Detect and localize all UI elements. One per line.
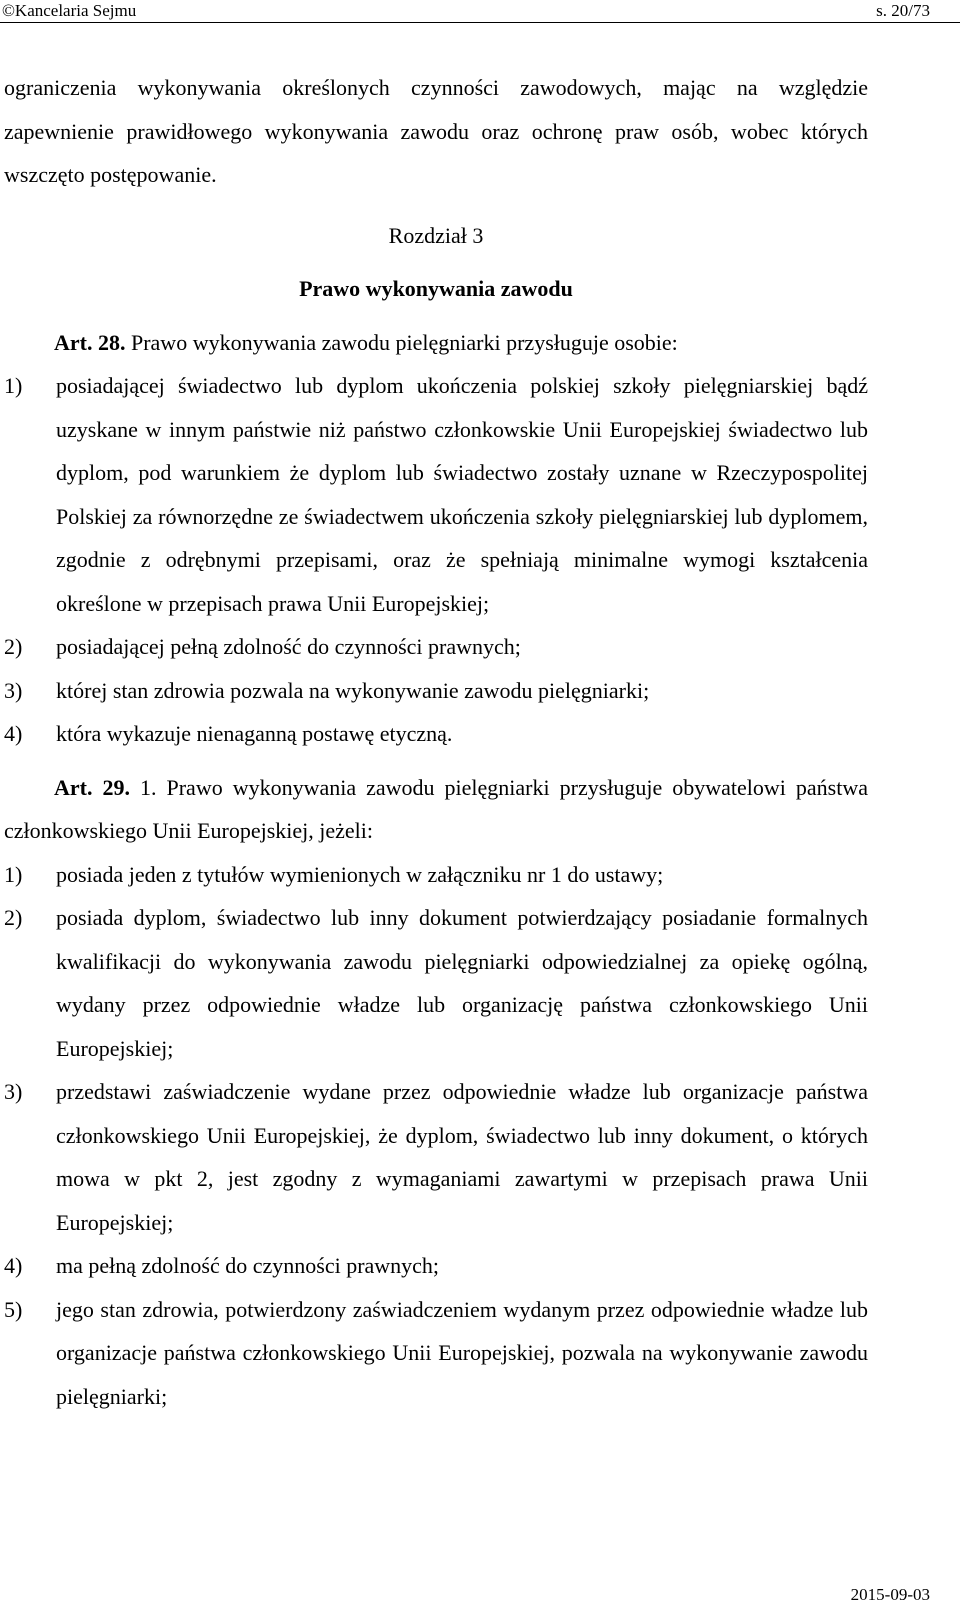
list-item bbox=[4, 625, 868, 669]
article-29-intro bbox=[4, 766, 868, 853]
intro-paragraph: ograniczenia wykonywania określonych czynności zawodowych, mając na względzie zapewnienie prawidłowego wykonywania zawodu oraz ochronę praw osób, wobec których wszczęto postępowanie. bbox=[4, 75, 868, 187]
list-item-number: 4) bbox=[4, 1253, 23, 1278]
chapter-title: Prawo wykonywania zawodu bbox=[299, 276, 573, 301]
list-item-text: jego stan zdrowia, potwierdzony zaświadczeniem wydanym przez odpowiednie władze lub organizacje państwa członkowskiego Unii Europejskiej, pozwala na wykonywanie zawodu pielęgniarki; bbox=[56, 1296, 868, 1409]
list-item-text: posiadającej świadectwo lub dyplom ukończenia polskiej szkoły pielęgniarskiej bądź uzyskane w innym państwie niż państwo członkowskie Unii Europejskiej świadectwo lub dyplom, pod warunkiem że dyplom lub świadectwo zostały uznane w Rzeczypospolitej Polskiej za równorzędne ze świadectwem ukończenia szkoły pielęgniarskiej lub dyplomem, zgodnie z odrębnymi przepisami, oraz że spełniają minimalne wymogi kształcenia określone w przepisach prawa Unii Europejskiej; bbox=[56, 373, 868, 616]
article-29-text: 1. Prawo wykonywania zawodu pielęgniarki przysługuje obywatelowi państwa członkowskiego Unii Europejskiej, jeżeli: bbox=[4, 774, 868, 843]
list-item-number: 2) bbox=[4, 634, 23, 659]
article-28-label: Art. 28. bbox=[54, 329, 126, 355]
document-body bbox=[4, 66, 868, 1418]
list-item-number: 3) bbox=[4, 677, 23, 703]
list-item-number: 1) bbox=[4, 373, 23, 398]
list-item-text: ma pełną zdolność do czynności prawnych; bbox=[56, 1253, 440, 1278]
list-item bbox=[4, 896, 868, 1070]
list-item bbox=[4, 1070, 868, 1244]
list-item-text: która wykazuje nienaganną postawę etyczną. bbox=[56, 721, 453, 746]
list-item-number: 4) bbox=[4, 721, 23, 746]
list-item bbox=[4, 364, 868, 625]
list-item bbox=[4, 712, 868, 756]
page-number: s. 20/73 bbox=[876, 1, 930, 20]
list-item-text: posiada jeden z tytułów wymienionych w załączniku nr 1 do ustawy; bbox=[56, 861, 664, 887]
list-item-number: 1) bbox=[4, 861, 23, 887]
list-item-number: 3) bbox=[4, 1079, 23, 1104]
list-item-text: posiada dyplom, świadectwo lub inny dokument potwierdzający posiadanie formalnych kwalifikacji do wykonywania zawodu pielęgniarki odpowiedzialnej za opiekę ogólną, wydany przez odpowiednie władze lub organizację państwa członkowskiego Unii Europejskiej; bbox=[56, 905, 868, 1061]
list-item-number: 5) bbox=[4, 1296, 23, 1322]
list-item bbox=[4, 669, 868, 713]
list-item-number: 2) bbox=[4, 905, 23, 930]
publisher-label: ©Kancelaria Sejmu bbox=[2, 1, 137, 20]
list-item-text: przedstawi zaświadczenie wydane przez odpowiednie władze lub organizacje państwa członkowskiego Unii Europejskiej, że dyplom, świadectwo lub inny dokument, o których mowa w pkt 2, jest zgodny z wymaganiami zawartymi w przepisach prawa Unii Europejskiej; bbox=[56, 1079, 868, 1235]
header-rule bbox=[0, 22, 960, 23]
article-28-intro bbox=[4, 321, 868, 365]
chapter-label: Rozdział 3 bbox=[388, 222, 484, 248]
list-item bbox=[4, 1288, 868, 1419]
list-item-text: posiadającej pełną zdolność do czynności prawnych; bbox=[56, 634, 521, 659]
list-item bbox=[4, 1244, 868, 1288]
list-item bbox=[4, 853, 868, 897]
article-29-label: Art. 29. bbox=[54, 774, 130, 800]
document-date: 2015-09-03 bbox=[850, 1585, 930, 1604]
page-header bbox=[0, 0, 960, 22]
article-28-text: Prawo wykonywania zawodu pielęgniarki przysługuje osobie: bbox=[125, 329, 678, 355]
list-item-text: której stan zdrowia pozwala na wykonywanie zawodu pielęgniarki; bbox=[56, 677, 650, 703]
